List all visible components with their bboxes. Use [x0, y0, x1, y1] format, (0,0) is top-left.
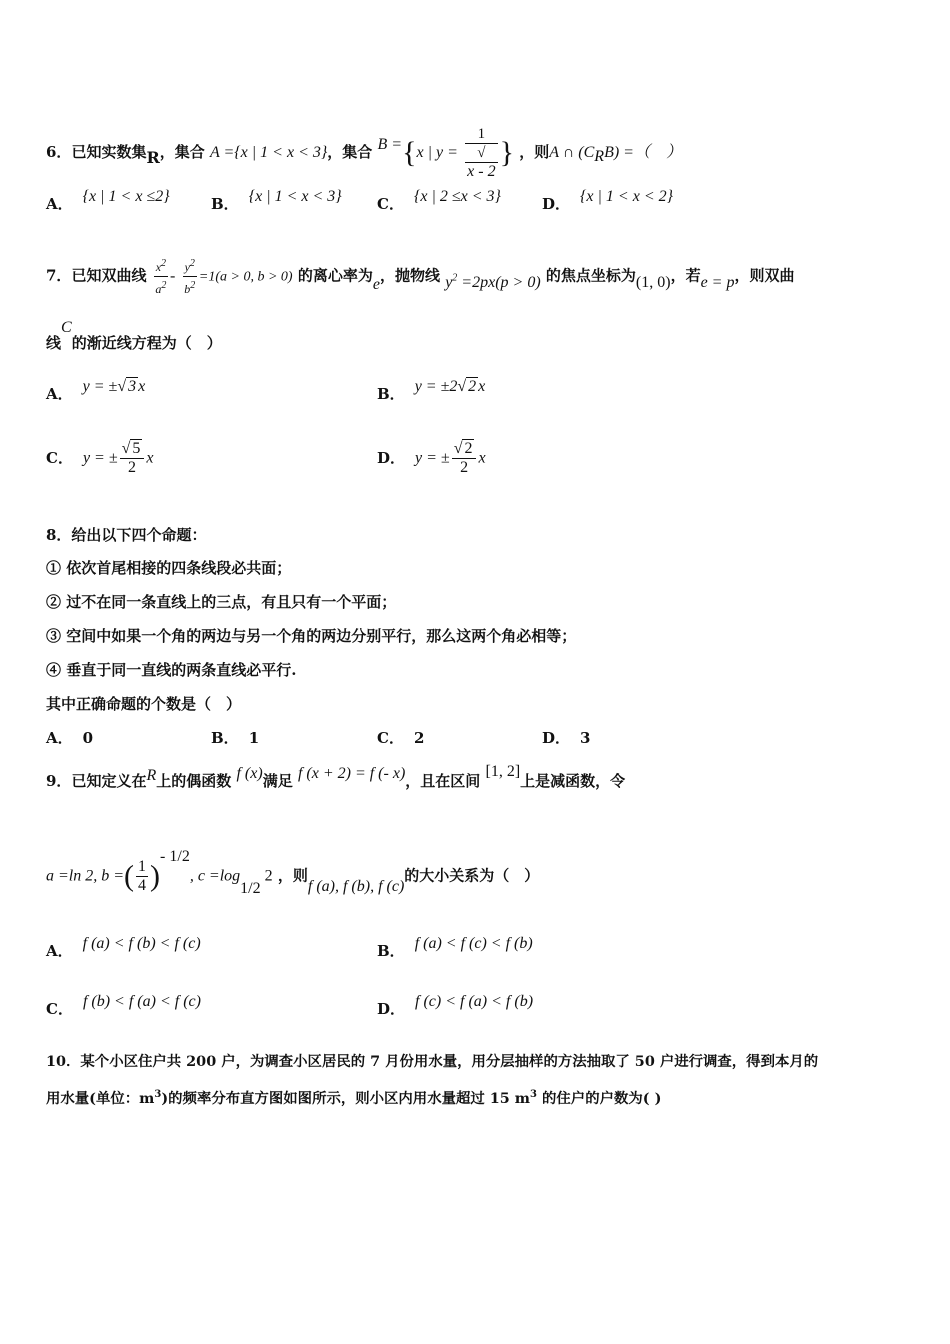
q8-option-c[interactable]: C． 2 [377, 729, 425, 747]
q9-option-c[interactable]: C． f (b) < f (a) < f (c) [46, 993, 201, 1018]
q9-definitions: a =ln 2, b =( $\frac{1}{4}$ )$^{- 1/2}$, $c =\log_{1/2}$ 2 ，则f (a), f (b), f (c)的大小关系为（ ） [46, 847, 540, 897]
q8-proposition-3: ③ 空间中如果一个角的两边与另一个角的两边分别平行，那么这两个角必相等； [46, 627, 577, 645]
q7-option-a[interactable]: A． y = ±√ 3 x [46, 378, 146, 403]
q7-option-c[interactable]: C． y = ± $\frac{√ 5}{2}$ x [46, 440, 154, 476]
q6-option-a[interactable]: A． {x | 1 < x ≤2} [46, 188, 170, 213]
q8-option-a[interactable]: A． 0 [46, 729, 94, 747]
q7-option-b[interactable]: B． y = ±2√ 2 x [377, 378, 486, 403]
q6-option-d[interactable]: D． {x | 1 < x < 2} [542, 188, 674, 213]
q10-line-2: 用水量(单位：$m^3$)的频率分布直方图如图所示，则小区内用水量超过 15 $m^3$ 的住户的户数为( ) [46, 1089, 662, 1107]
q9-stem: 9．已知定义在R上的偶函数 f (x)满足 f (x + 2) = f (- x)，且在区间 [1, 2]上是减函数，令 [46, 763, 626, 790]
q7-option-d[interactable]: D． y = ± $\frac{√ 2}{2}$ x [377, 440, 486, 476]
q9-option-a[interactable]: A． f (a) < f (b) < f (c) [46, 935, 201, 960]
q8-proposition-2: ② 过不在同一条直线上的三点，有且只有一个平面； [46, 593, 397, 611]
q7-stem: 7．已知双曲线 $\frac{x^2}{a^2}$ - $\frac{y^2}{b^2}$ =1(a > 0, b > 0) 的离心率为e，抛物线 $y^2 =2px(p > 0)$ 的焦点坐标为(1, 0)，若e = p，则双曲 [46, 255, 795, 298]
q6-option-b[interactable]: B． {x | 1 < x < 3} [211, 188, 342, 213]
q6-stem: 6．已知实数集R，集合 A ={x | 1 < x < 3}，集合 B ={x | y = 1 √ x - 2 } ，则A ∩ $(C_RB)$ =（ ） [46, 126, 682, 180]
q8-proposition-4: ④ 垂直于同一直线的两条直线必平行. [46, 661, 297, 679]
q9-option-b[interactable]: B． f (a) < f (c) < f (b) [377, 935, 533, 960]
q9-option-d[interactable]: D． f (c) < f (a) < f (b) [377, 993, 534, 1018]
q7-stem-line2: 线C的渐近线方程为（ ） [46, 319, 222, 352]
q8-proposition-1: ① 依次首尾相接的四条线段必共面； [46, 559, 292, 577]
q6-option-c[interactable]: C． {x | 2 ≤x < 3} [377, 188, 501, 213]
q8-ask: 其中正确命题的个数是（ ） [46, 695, 242, 713]
q8-title: 8．给出以下四个命题： [46, 526, 207, 544]
q8-option-b[interactable]: B． 1 [211, 729, 260, 747]
q10-line-1: 10．某个小区住户共 200 户，为调查小区居民的 7 月份用水量，用分层抽样的方法抽取了 50 户进行调查，得到本月的 [46, 1053, 819, 1070]
q8-option-d[interactable]: D． 3 [542, 729, 591, 747]
